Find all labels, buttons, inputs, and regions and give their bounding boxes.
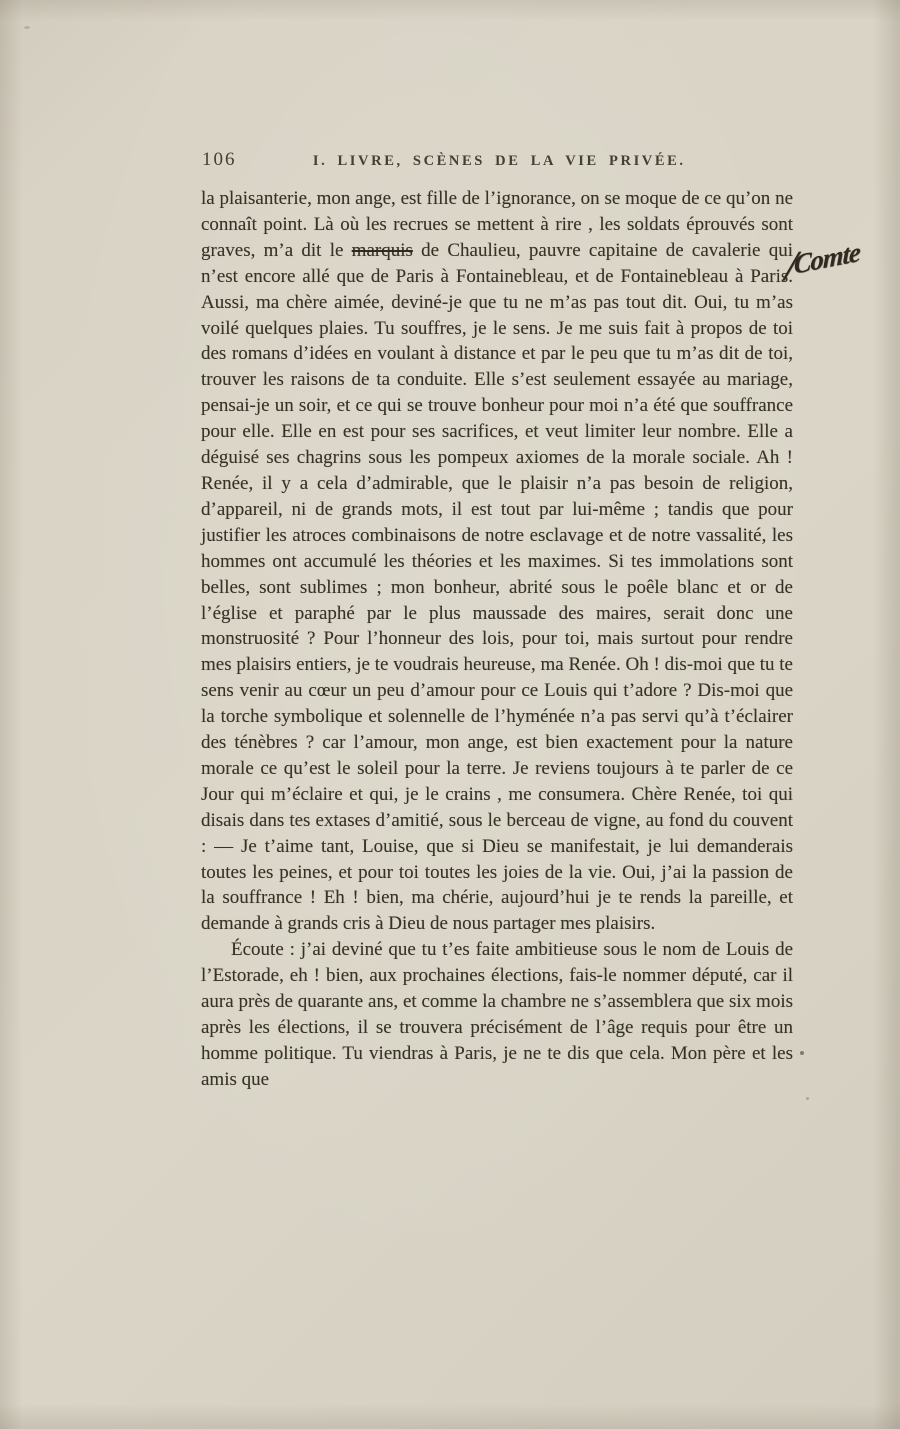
running-head	[202, 149, 792, 171]
para1-before-strike: la plaisanterie, mon ange, est fille de l’ignorance, on se moque de ce qu’on ne connaît point. Là où les recrues se mettent à rire , les soldats éprouvés sont graves, m’a dit le	[201, 188, 793, 261]
handwriting-slash: /	[783, 241, 799, 290]
ink-speck	[806, 1097, 809, 1100]
paragraph-continuation	[201, 186, 793, 937]
handwriting-word: Comte	[793, 236, 860, 280]
running-head-title: I. LIVRE, SCÈNES DE LA VIE PRIVÉE.	[312, 153, 686, 169]
para1-after-strike: de Chaulieu, pauvre capitaine de cavalerie qui n’est encore allé que de Paris à Fontainebleau, et de Fontainebleau à Paris. Aussi, ma chère aimée, deviné-je que tu ne m’as pas tout dit. Oui, tu m’as voilé quelques plaies. Tu souffres, je le sens. Je me suis fait à propos de toi des romans d’idées en voulant à distance et par le peu que tu m’as dit de toi, trouver les raisons de ta conduite. Elle s’est seulement essayée au mariage, pensai-je un soir, et ce qui se trouve bonheur pour moi n’a été que souffrance pour elle. Elle en est pour ses sacrifices, et veut limiter leur nombre. Elle a déguisé ses chagrins sous les pompeux axiomes de la morale sociale. Ah ! Renée, il y a cela d’admirable, que le plaisir n’a pas besoin de religion, d’appareil, ni de grands mots, il est tout par lui-même ; tandis que pour justifier les atroces combinaisons de notre esclavage et de notre vassalité, les hommes ont accumulé les théories et les maximes. Si tes immolations sont belles, sont sublimes ; mon bonheur, abrité sous le poêle blanc et or de l’église et paraphé par le plus maussade des maires, serait donc une monstruosité ? Pour l’honneur des lois, pour toi, mais surtout pour rendre mes plaisirs entiers, je te voudrais heureuse, ma Renée. Oh ! dis-moi que tu te sens venir au cœur un peu d’amour pour ce Louis qui t’adore ? Dis-moi que la torche symbolique et solennelle de l’hyménée n’a pas servi qu’à t’éclairer des ténèbres ? car l’amour, mon ange, est bien exactement pour la nature morale ce qu’est le soleil pour la terre. Je reviens toujours à te parler de ce Jour qui m’éclaire et qui, je le crains , me consumera. Chère Renée, toi qui disais dans tes extases d’amitié, sous le berceau de vigne, au fond du couvent : — Je t’aime tant, Louise, que si Dieu se manifestait, je lui demanderais toutes les peines, et pour toi toutes les joies de la vie. Oui, j’ai la passion de la souffrance ! Eh ! bien, ma chérie, aujourd’hui je te rends la pareille, et demande à grands cris à Dieu de nous partager mes plaisirs.	[201, 239, 793, 935]
paragraph-ecoute: Écoute : j’ai deviné que tu t’es faite ambitieuse sous le nom de Louis de l’Estorade, eh ! bien, aux prochaines élections, fais-le nommer député, car il aura près de quarante ans, et comme la chambre ne s’assemblera que six mois après les élections, il se trouvera précisément de l’âge requis pour être un homme politique. Tu viendras à Paris, je ne te dis que cela. Mon père et les amis que	[201, 939, 793, 1090]
ink-speck	[24, 26, 30, 29]
handwritten-margin-correction	[783, 215, 900, 290]
page-number: 106	[202, 149, 237, 170]
body-text	[201, 186, 793, 1093]
ink-speck	[800, 1051, 804, 1055]
struck-word-marquis: marquis	[351, 239, 413, 261]
